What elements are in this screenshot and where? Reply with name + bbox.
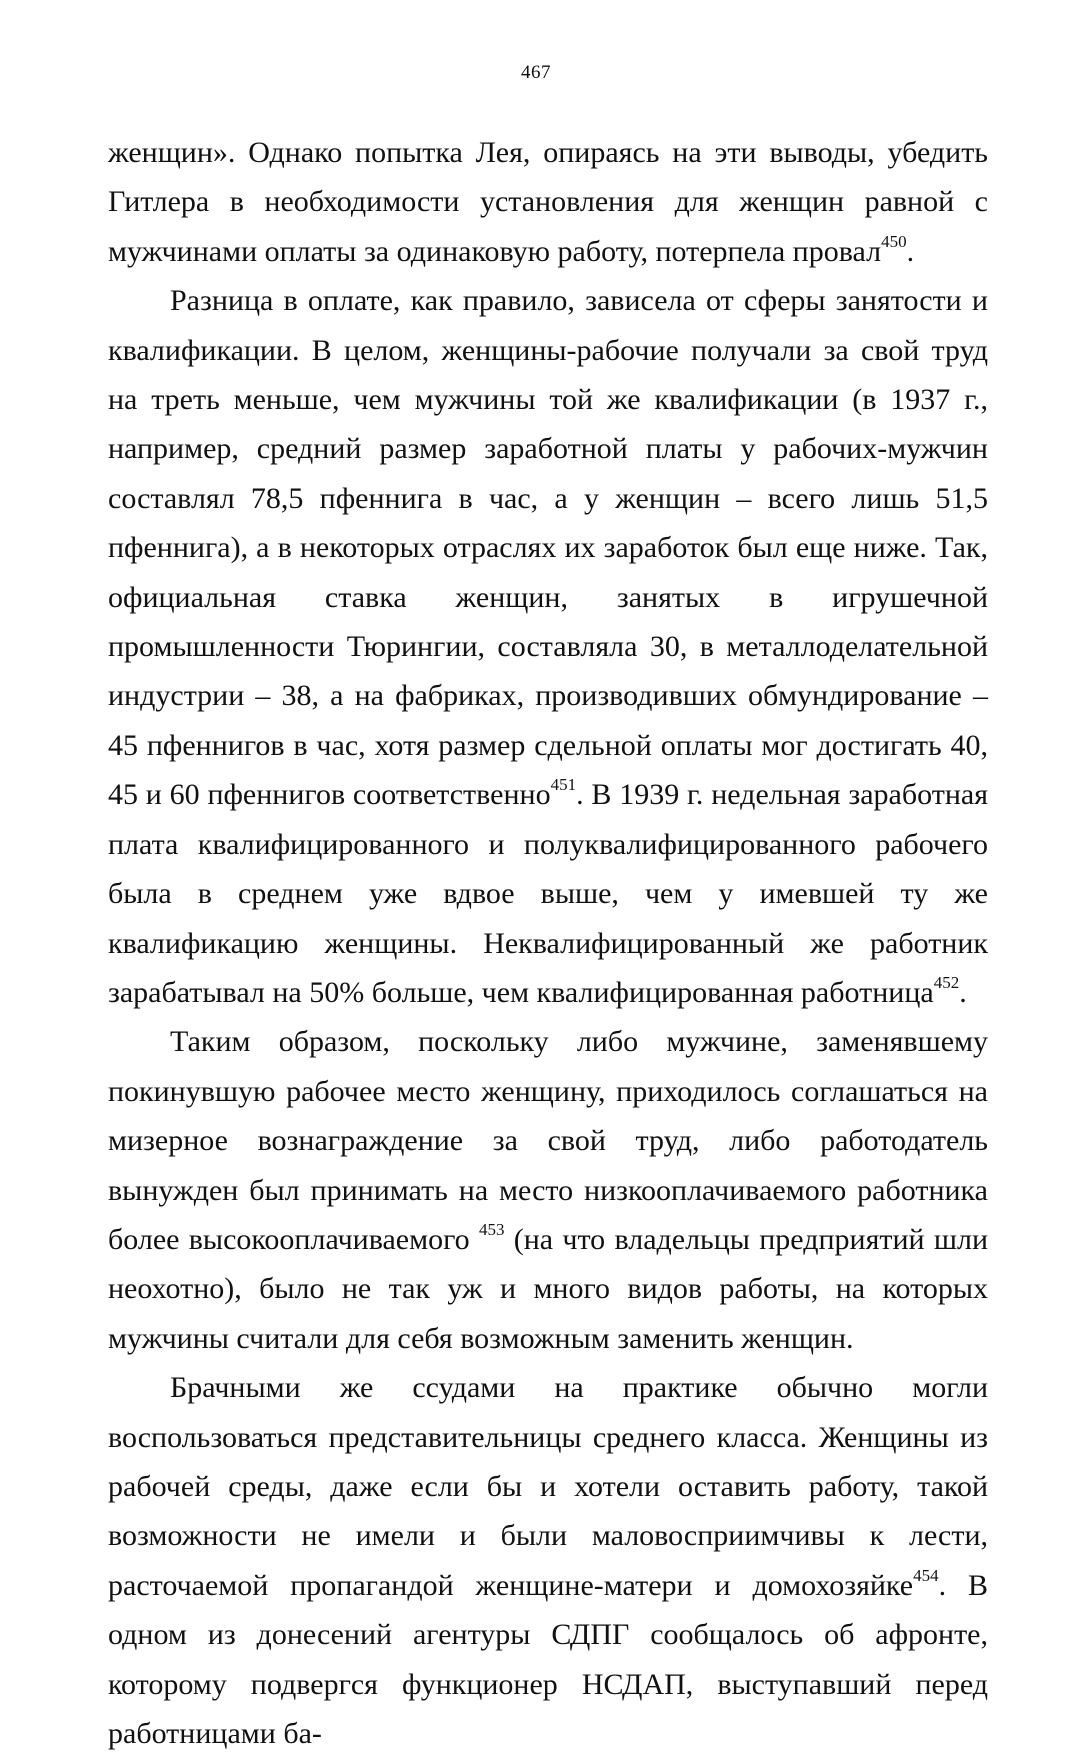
paragraph [108,128,988,276]
text-run: (на что владельцы предприятий шли неохотно), было не так уж и много видов работы, на которых мужчины считали для себя возможным заменить женщин. [108,1222,989,1355]
footnote-ref: 451 [550,775,577,795]
footnote-ref: 454 [913,1565,939,1585]
page-number: 467 [521,62,551,83]
text-run: . [906,234,915,268]
text-run: . В одном из донесений агентуры СДПГ сообщалось об афронте, которому подвергся функционер НСДАП, выступавший перед работницами ба- [108,1568,988,1750]
paragraph [108,276,988,1017]
text-run: женщин». Однако попытка Лея, опираясь на эти выводы, убедить Гитлера в необходимости установления для женщин равной с мужчинами оплаты за одинаковую работу, потерпела провал [108,136,988,268]
footnote-ref: 450 [881,231,907,251]
text-run: . В 1939 г. недельная заработная плата квалифицированного и полуквалифицированного рабочего была в среднем уже вдвое выше, чем у имевшей ту же квалификацию женщины. Неквалифицированный же работник зарабатывал на 50% больше, чем квалифицированная работница [108,778,989,1009]
body-text [108,128,988,1758]
text-run: Брачными же ссудами на практике обычно могли воспользоваться представительницы среднего класса. Женщины из рабочей среды, даже если бы и хотели оставить работу, такой возможности не имели и были маловосприимчивы к лести, расточаемой пропагандой женщине-матери и домохозяйке [108,1371,988,1602]
text-run: Разница в оплате, как правило, зависела от сферы занятости и квалификации. В целом, женщины-рабочие получали за свой труд на треть меньше, чем мужчины той же квалификации (в 1937 г., например, средний размер заработной платы у рабочих-мужчин составлял 78,5 пфеннига в час, а у женщин – всего лишь 51,5 пфеннига), а в некоторых отраслях их заработок был еще ниже. Так, официальная ставка женщин, занятых в игрушечной промышленности Тюрингии, составляла 30, в металлоделательной индустрии – 38, а на фабриках, производивших обмундирование – 45 пфеннигов в час, хотя размер сдельной оплаты мог достигать 40, 45 и 60 пфеннигов соответственно [108,284,988,812]
text-run: Таким образом, поскольку либо мужчине, заменявшему покинувшую рабочее место женщину, приходилось соглашаться на мизерное вознаграждение за свой труд, либо работодатель вынужден был принимать на место низкооплачиваемого работника более высокооплачиваемого [108,1025,988,1256]
text-run: . [959,975,967,1009]
footnote-ref: 453 [478,1219,505,1239]
paragraph [108,1017,988,1363]
footnote-ref: 452 [933,972,960,992]
paragraph [108,1363,988,1758]
